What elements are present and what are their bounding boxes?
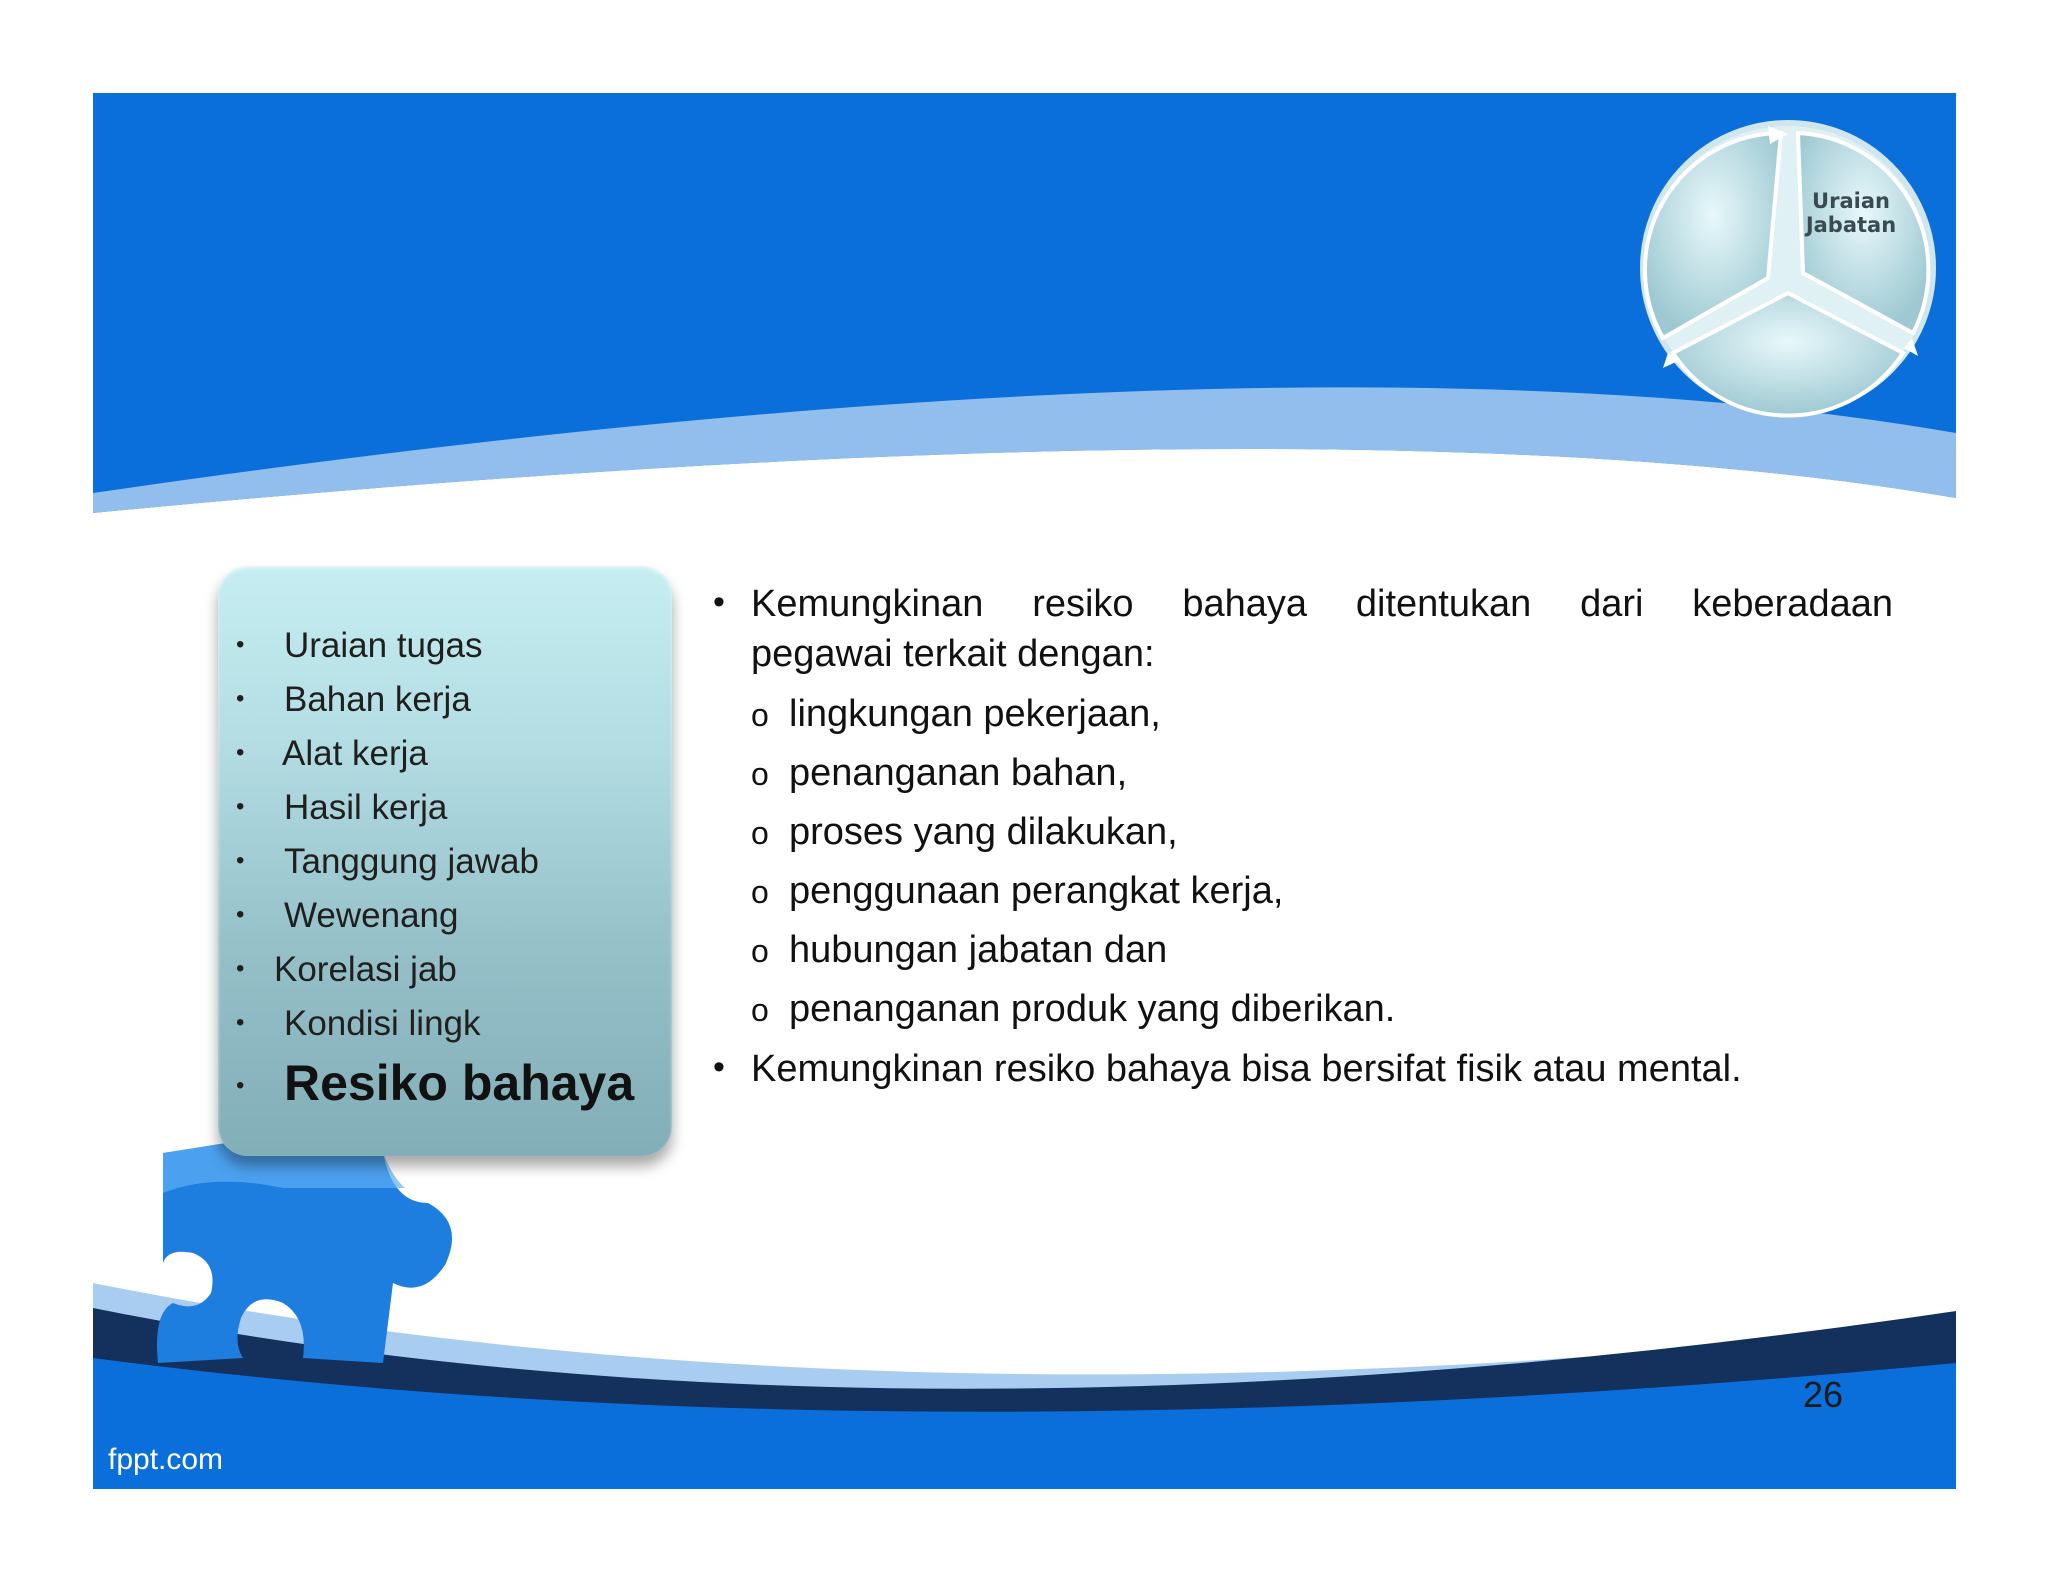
bullet-icon: •: [236, 793, 245, 820]
topic-label: Hasil kerja: [284, 788, 448, 827]
topic-label: Korelasi jab: [274, 950, 457, 989]
sub-item-text: penggunaan perangkat kerja,: [789, 870, 1284, 912]
footer-brand: fppt.com: [108, 1443, 224, 1476]
bullet-icon: •: [236, 631, 245, 658]
bullet-icon: •: [236, 739, 245, 766]
sub-item-text: proses yang dilakukan,: [789, 811, 1178, 853]
topic-label-active: Resiko bahaya: [284, 1055, 635, 1111]
word: resiko: [1032, 583, 1134, 625]
bullet-icon: •: [236, 1009, 245, 1036]
circle-bullet-icon: o: [751, 874, 769, 910]
circle-bullet-icon: o: [751, 697, 769, 733]
word: keberadaan: [1692, 583, 1893, 625]
slide: [93, 93, 1956, 1489]
circle-bullet-icon: o: [751, 933, 769, 969]
word: Kemungkinan: [751, 583, 984, 625]
sub-item: [751, 870, 1283, 913]
sub-item: [751, 988, 1395, 1031]
bullet-icon: •: [713, 583, 725, 621]
bullet-1-line-1: [751, 583, 1893, 626]
circle-bullet-icon: o: [751, 756, 769, 792]
cycle-segment-label-line1: Uraian: [1812, 189, 1890, 213]
topic-label: Wewenang: [284, 896, 459, 935]
topic-label: Alat kerja: [282, 734, 428, 773]
circle-bullet-icon: o: [751, 815, 769, 851]
sub-item-text: hubungan jabatan dan: [789, 929, 1168, 971]
bullet-icon: •: [236, 955, 245, 982]
sub-item-text: lingkungan pekerjaan,: [789, 693, 1161, 735]
left-topic-panel: [218, 566, 672, 1156]
topic-label: Bahan kerja: [284, 680, 471, 719]
word: ditentukan: [1355, 583, 1532, 625]
bullet-icon: •: [236, 847, 245, 874]
sub-item: [751, 929, 1167, 972]
sub-item: [751, 693, 1161, 736]
sub-item: [751, 811, 1178, 854]
word: bahaya: [1182, 583, 1308, 625]
sub-item-text: penanganan produk yang diberikan.: [789, 988, 1396, 1030]
cycle-diagram: [1618, 98, 1956, 428]
bullet-2-text: Kemungkinan resiko bahaya bisa bersifat fisik atau mental.: [751, 1048, 1742, 1090]
cycle-segment-label-line2: Jabatan: [1805, 213, 1897, 237]
word: dari: [1580, 583, 1644, 625]
bullet-icon: •: [236, 1072, 245, 1099]
topic-label: Tanggung jawab: [284, 842, 539, 881]
bullet-icon: •: [236, 685, 245, 712]
sub-item-text: penanganan bahan,: [789, 752, 1128, 794]
bullet-icon: •: [236, 901, 245, 928]
sub-item: [751, 752, 1127, 795]
topic-label: Kondisi lingk: [284, 1004, 481, 1043]
circle-bullet-icon: o: [751, 992, 769, 1028]
bullet-icon: •: [713, 1048, 725, 1086]
bullet-1-line-2: pegawai terkait dengan:: [751, 633, 1155, 675]
topic-label: Uraian tugas: [284, 626, 483, 665]
slide-number: 26: [1803, 1374, 1844, 1415]
